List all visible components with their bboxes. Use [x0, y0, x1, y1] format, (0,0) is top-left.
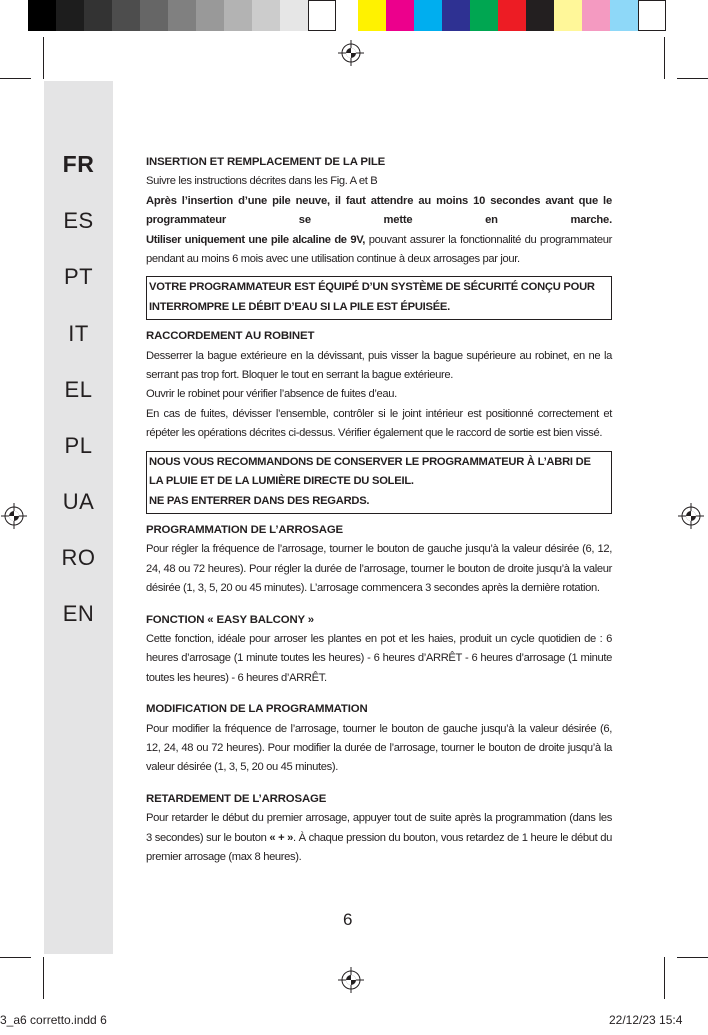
paragraph	[146, 231, 612, 270]
color-swatch	[168, 0, 196, 31]
color-swatch	[358, 0, 386, 31]
main-content	[146, 153, 612, 867]
grayscale-color-bar	[28, 0, 336, 31]
lang-tab-ro[interactable]: RO	[61, 545, 96, 570]
color-swatch	[442, 0, 470, 31]
notice-line: NE PAS ENTERRER DANS DES REGARDS.	[149, 494, 370, 507]
color-swatch	[252, 0, 280, 31]
lang-tab-es[interactable]: ES	[63, 208, 94, 233]
plus-button-label: « + »	[269, 831, 294, 844]
color-swatch	[280, 0, 308, 31]
crop-mark	[0, 78, 31, 79]
paragraph: Suivre les instructions décrites dans les Fig. A et B	[146, 175, 378, 188]
lang-tab-fr[interactable]: FR	[62, 151, 95, 177]
registration-mark-icon	[337, 39, 365, 67]
paragraph	[146, 809, 612, 867]
color-swatch	[414, 0, 442, 31]
crop-mark	[664, 957, 665, 999]
paragraph: Ouvrir le robinet pour vérifier l’absence de fuites d’eau.	[146, 388, 397, 401]
crop-mark	[43, 37, 44, 79]
language-sidebar	[44, 81, 113, 954]
crop-mark	[0, 957, 31, 958]
color-swatch	[28, 0, 56, 31]
color-swatch	[112, 0, 140, 31]
lang-tab-it[interactable]: IT	[68, 321, 89, 346]
color-swatch	[386, 0, 414, 31]
crop-mark	[664, 37, 665, 79]
color-swatch	[470, 0, 498, 31]
notice-line: NOUS VOUS RECOMMANDONS DE CONSERVER LE PROGRAMMATEUR À L’ABRI DE LA PLUIE ET DE LA LUMIÈRE DIRECTE DU SOLEIL.	[149, 455, 591, 488]
color-swatch	[140, 0, 168, 31]
registration-mark-icon	[337, 966, 365, 994]
lang-tab-el[interactable]: EL	[64, 377, 93, 402]
crop-mark	[43, 957, 44, 999]
section-title: RACCORDEMENT AU ROBINET	[146, 330, 315, 343]
paragraph: Desserrer la bague extérieure en la dévissant, puis visser la bague supérieure au robinet, en ne la serrant pas trop fort. Bloquer le tout en serrant la bague extérieure.	[146, 349, 612, 382]
paragraph-text: Pour retarder le début du premier arrosage, appuyer tout de suite après la programmation (dans les 3 secondes) sur le bouton	[146, 812, 612, 844]
section-title: PROGRAMMATION DE L’ARROSAGE	[146, 523, 343, 536]
section-title: MODIFICATION DE LA PROGRAMMATION	[146, 703, 368, 716]
footer-timestamp: 22/12/23 15:4	[609, 1013, 683, 1027]
paragraph: En cas de fuites, dévisser l’ensemble, contrôler si le joint intérieur est positionné correctement et répéter les opérations décrites ci-dessus. Vérifier également que le raccord de sortie est bien vissé.	[146, 407, 612, 440]
color-swatch	[196, 0, 224, 31]
registration-mark-icon	[677, 502, 705, 530]
process-color-bar	[358, 0, 666, 31]
crop-mark	[677, 78, 708, 79]
footer-filename: 3_a6 corretto.indd 6	[0, 1013, 107, 1027]
color-swatch	[554, 0, 582, 31]
color-swatch	[582, 0, 610, 31]
color-swatch	[56, 0, 84, 31]
section-title: INSERTION ET REMPLACEMENT DE LA PILE	[146, 156, 386, 168]
bold-paragraph: Après l’insertion d’une pile neuve, il faut attendre au moins 10 secondes avant que le programmateur se mette en marche.	[146, 194, 612, 227]
color-swatch	[526, 0, 554, 31]
paragraph: Pour régler la fréquence de l’arrosage, tourner le bouton de gauche jusqu’à la valeur désirée (6, 12, 24, 48 ou 72 heures). Pour régler la durée de l’arrosage, tourner le bouton de droite jusqu’à la valeur désirée (1, 3, 5, 20 ou 45 minutes). L’arrosage commencera 3 secondes après la dernière rotation.	[146, 543, 612, 595]
lang-tab-en[interactable]: EN	[62, 601, 95, 626]
section-title: FONCTION « EASY BALCONY »	[146, 613, 314, 626]
color-swatch	[224, 0, 252, 31]
section-title: RETARDEMENT DE L’ARROSAGE	[146, 792, 327, 805]
paragraph-text: . À chaque pression du bouton, vous retardez de 1 heure le début du premier arrosage (max 8 heures).	[146, 831, 612, 863]
lang-tab-ua[interactable]: UA	[62, 489, 95, 514]
recommendation-notice-box	[146, 451, 612, 514]
paragraph-text: pouvant assurer la fonctionnalité du programmateur pendant au moins 6 mois avec une utilisation continue à deux arrosages par jour.	[146, 233, 612, 266]
color-swatch	[610, 0, 638, 31]
lang-tab-pt[interactable]: PT	[63, 264, 94, 289]
color-swatch	[638, 0, 666, 31]
color-swatch	[308, 0, 336, 31]
safety-notice-box: VOTRE PROGRAMMATEUR EST ÉQUIPÉ D’UN SYSTÈME DE SÉCURITÉ CONÇU POUR INTERROMPRE LE DÉBIT D’EAU SI LA PILE EST ÉPUISÉE.	[146, 276, 612, 320]
bold-text: Utiliser uniquement une pile alcaline de 9V,	[146, 233, 366, 246]
color-swatch	[84, 0, 112, 31]
crop-mark	[677, 957, 708, 958]
paragraph: Cette fonction, idéale pour arroser les plantes en pot et les haies, produit un cycle quotidien de : 6 heures d’arrosage (1 minute toutes les heures) - 6 heures d’ARRÊT - 6 heures d’arrosage (1 minute toutes les heures) - 6 heures d’ARRÊT.	[146, 632, 612, 684]
paragraph: Pour modifier la fréquence de l’arrosage, tourner le bouton de gauche jusqu’à la valeur désirée (6, 12, 24, 48 ou 72 heures). Pour modifier la durée de l’arrosage, tourner le bouton de droite jusqu’à la valeur désirée (1, 3, 5, 20 ou 45 minutes).	[146, 722, 612, 774]
color-swatch	[498, 0, 526, 31]
lang-tab-pl[interactable]: PL	[64, 433, 93, 458]
page-number: 6	[343, 910, 353, 929]
registration-mark-icon	[0, 502, 28, 530]
